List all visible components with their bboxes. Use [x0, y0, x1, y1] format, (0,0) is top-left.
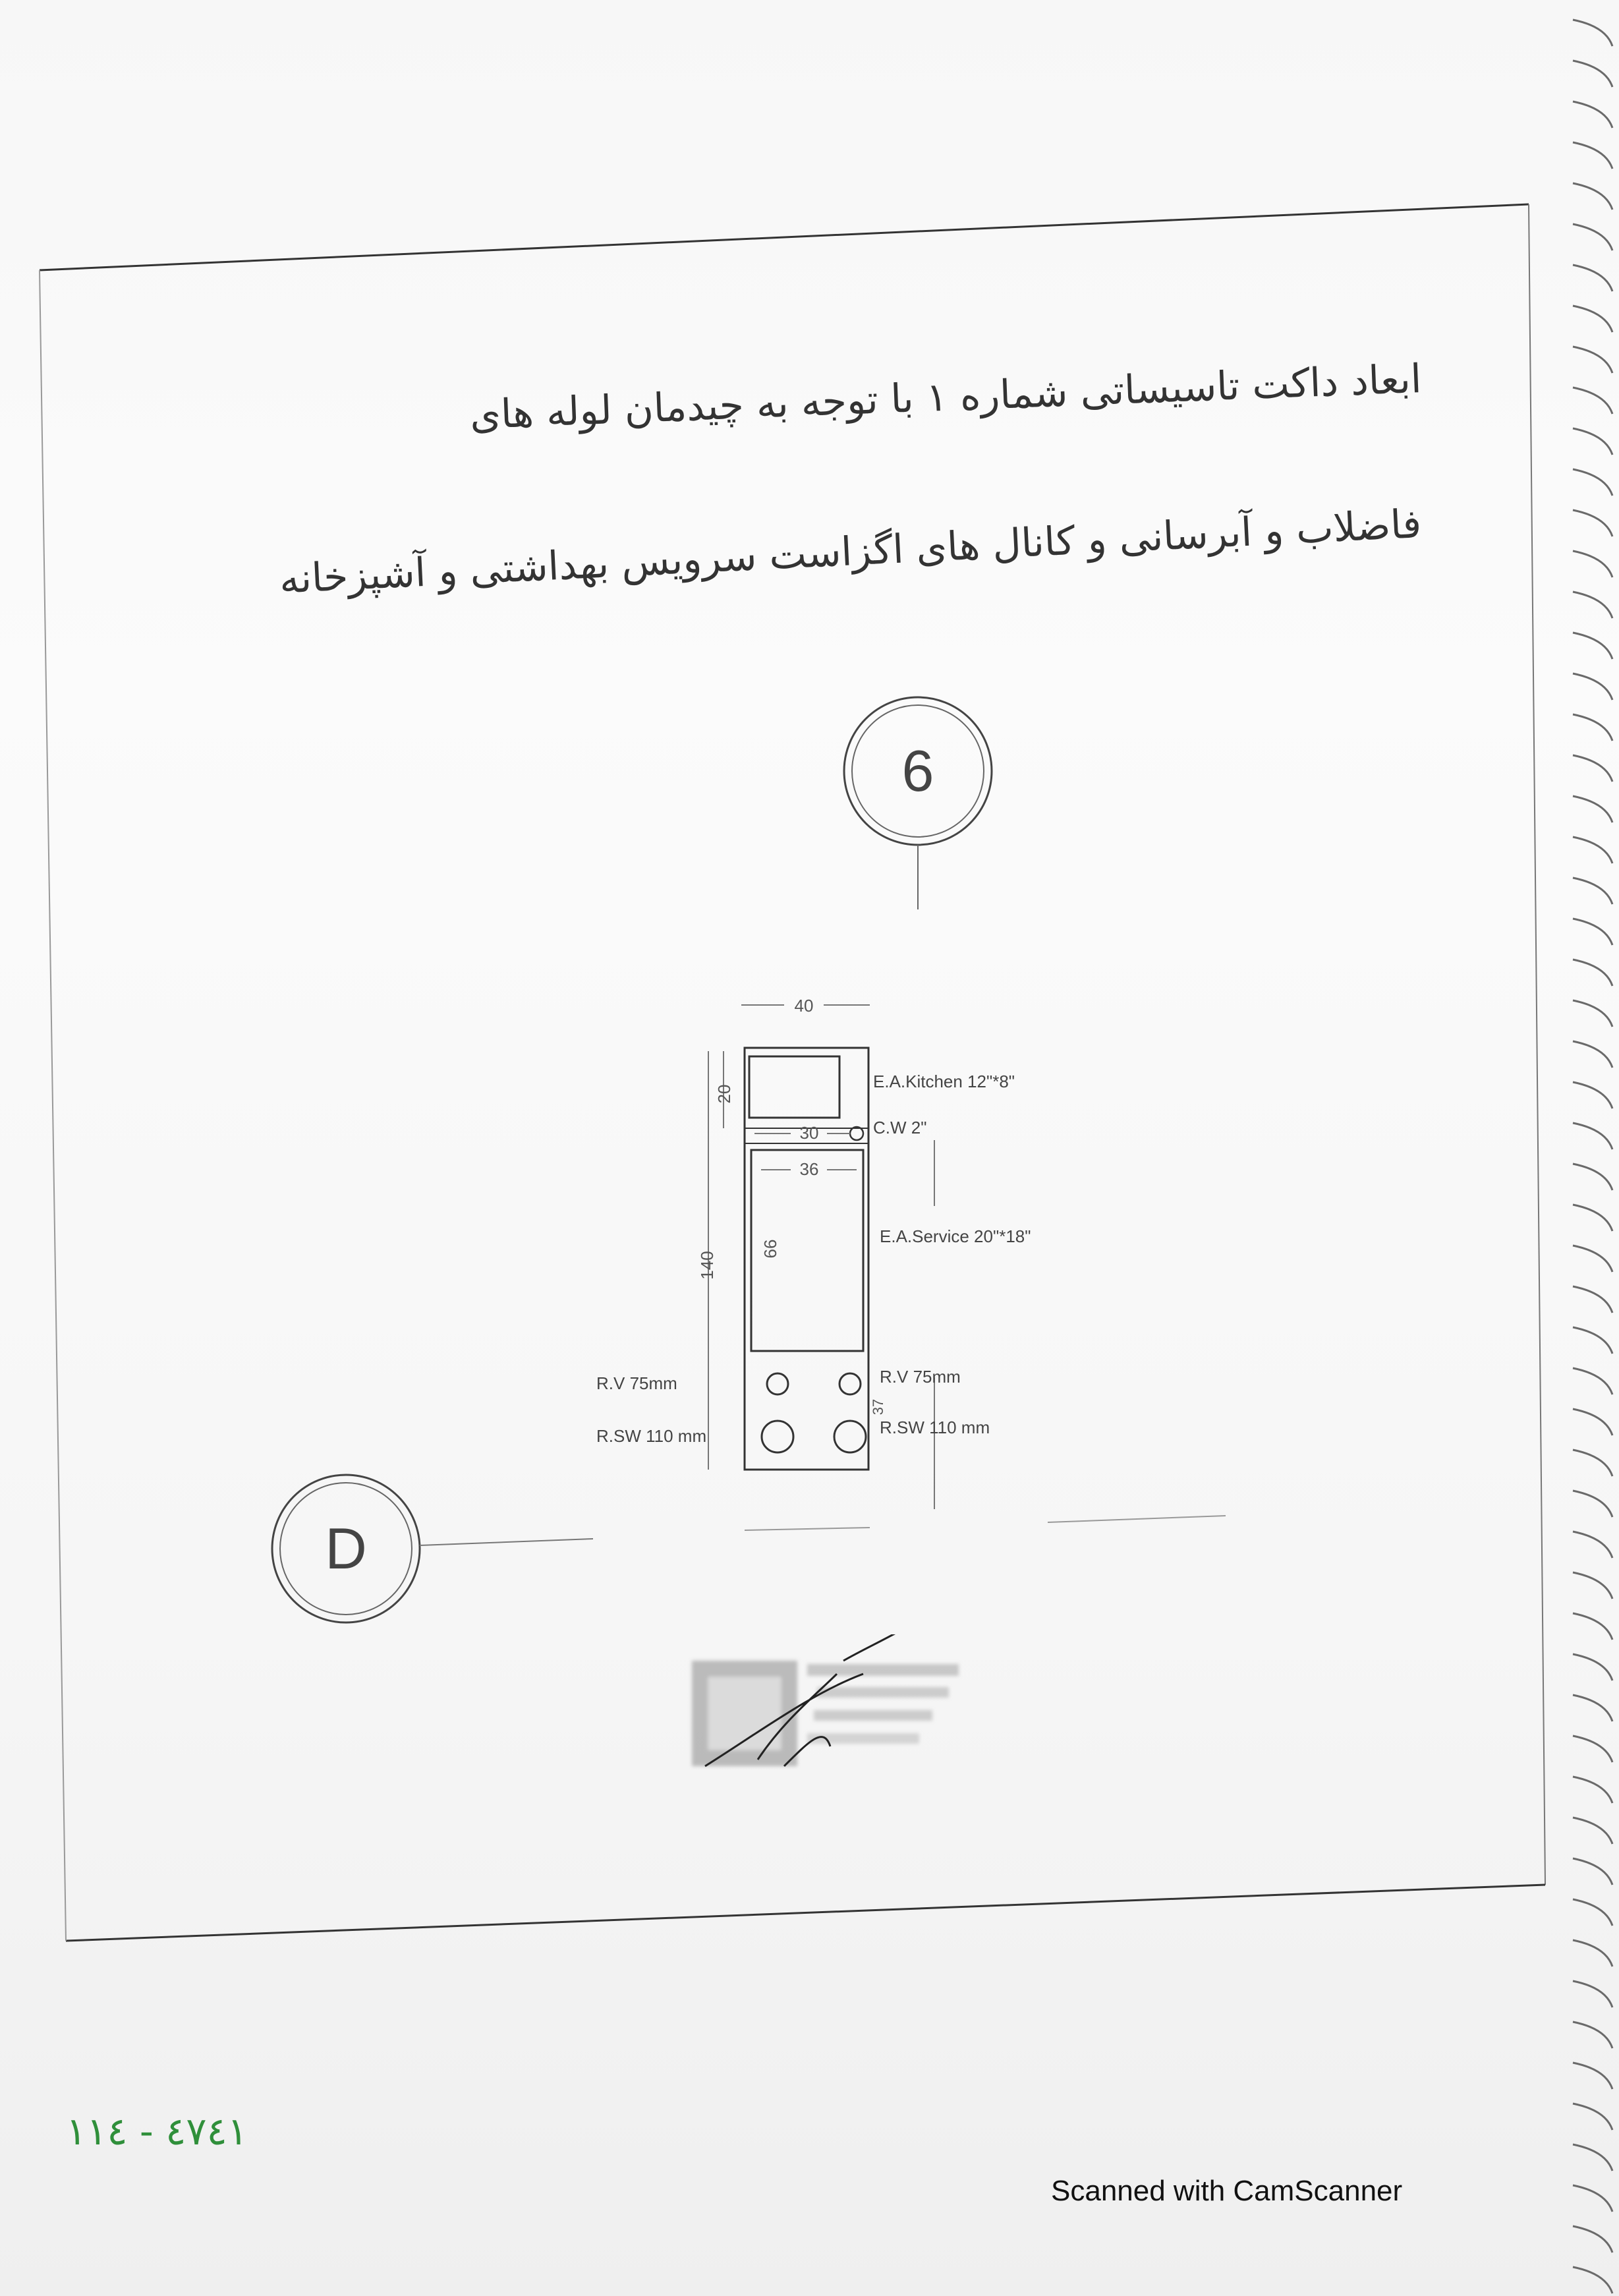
handwritten-number: ۱۱٤٧٤١ - ٤ [66, 2109, 248, 2154]
dim-service-width: 36 [799, 1159, 819, 1179]
company-stamp-and-signature [679, 1634, 988, 1779]
kitchen-exhaust-duct [749, 1056, 839, 1118]
label-rsw-left: R.SW 110 mm [596, 1426, 707, 1446]
title-line-2: فاضلاب و آبرسانی و کانال های اگزاست سرویس بهداشتی و آشپزخانه [278, 501, 1423, 603]
dim-top-height: 20 [714, 1084, 734, 1104]
grid-bubble-6-label: 6 [901, 738, 934, 803]
dim-inner-width: 30 [799, 1123, 819, 1143]
dim-width: 40 [794, 996, 814, 1016]
label-cw: C.W 2" [873, 1118, 927, 1137]
rsw-pipe-left [762, 1421, 793, 1452]
rsw-pipe-right [834, 1421, 866, 1452]
label-rv-right: R.V 75mm [880, 1367, 961, 1387]
frame-top-line [40, 204, 1529, 270]
dim-service-height: 66 [760, 1239, 780, 1259]
scanner-watermark: Scanned with CamScanner [1051, 2175, 1403, 2207]
dim-total-height: 140 [697, 1251, 717, 1280]
grid-bubble-6 [844, 697, 992, 909]
frame-bottom-line [66, 1885, 1545, 1941]
label-rsw-right: R.SW 110 mm [880, 1418, 990, 1437]
rv-pipe-left [767, 1373, 788, 1394]
frame-left-line [40, 270, 66, 1941]
label-rv-left: R.V 75mm [596, 1373, 677, 1393]
title-line-1: ابعاد داکت تاسیساتی شماره ۱ با توجه به چیدمان لوله های [469, 356, 1423, 439]
label-ea-kitchen: E.A.Kitchen 12"*8" [873, 1072, 1015, 1091]
rv-pipe-right [839, 1373, 861, 1394]
dim-pipe-zone: 37 [870, 1398, 886, 1416]
label-ea-service: E.A.Service 20"*18" [880, 1226, 1031, 1246]
grid-bubble-D-label: D [325, 1516, 367, 1581]
grid-bubble-D [272, 1475, 1226, 1622]
frame-right-line [1529, 204, 1545, 1885]
